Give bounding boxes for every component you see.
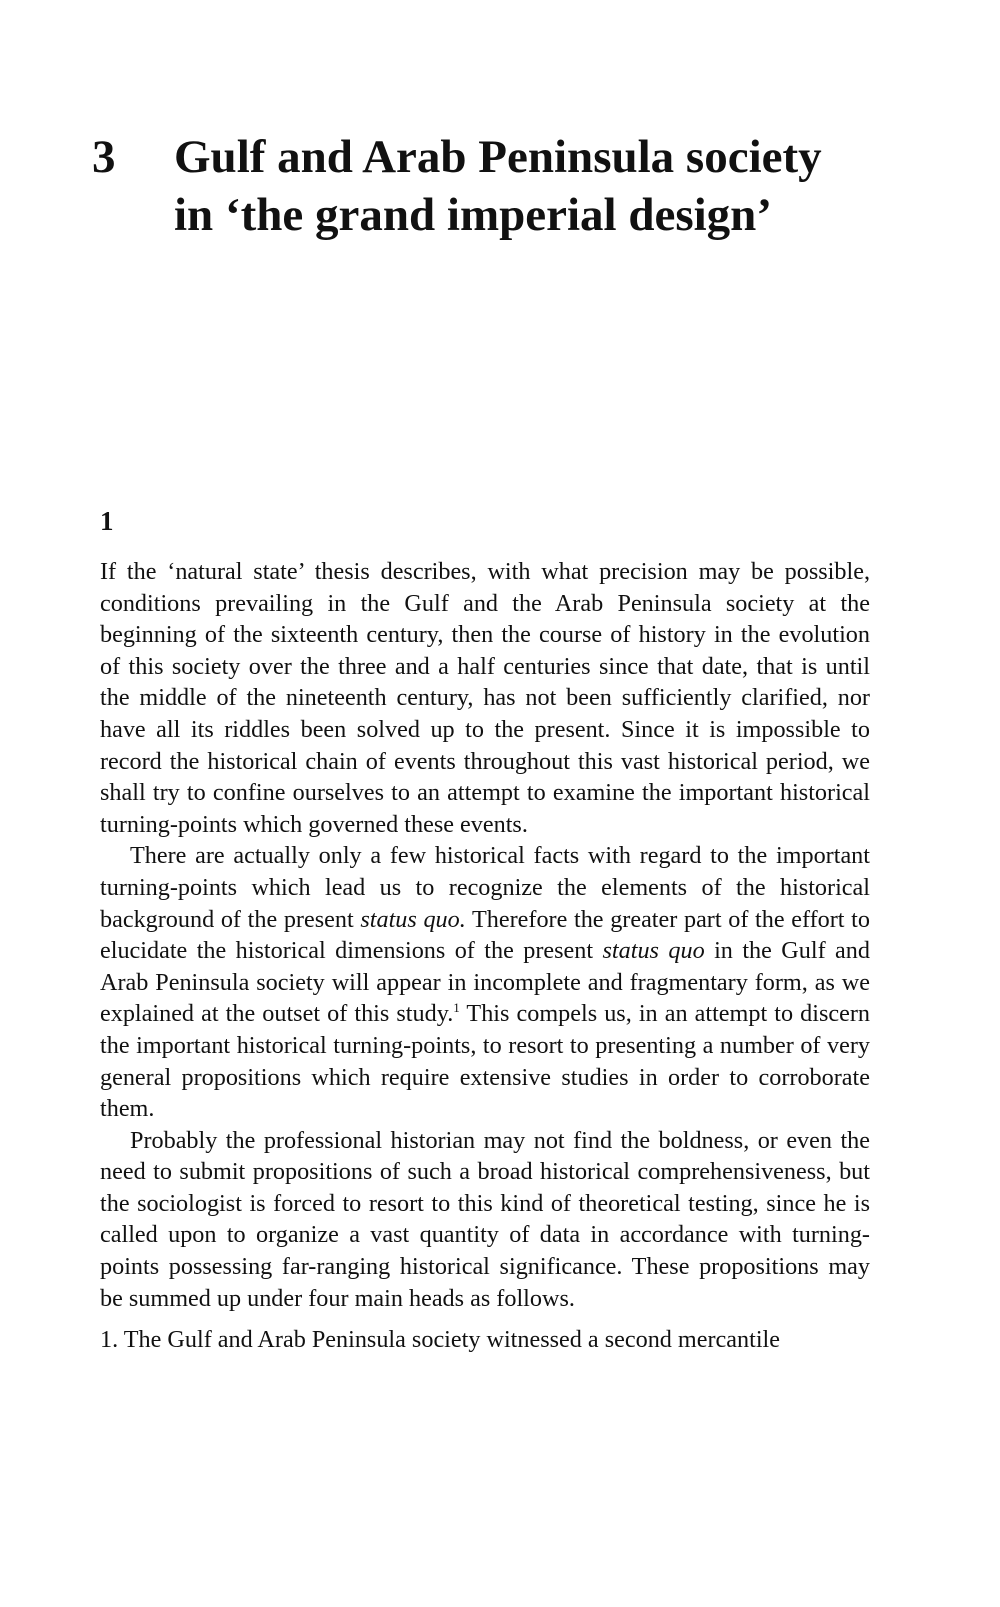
chapter-title [174, 128, 914, 244]
chapter-title-line-1: Gulf and Arab Peninsula society [174, 131, 822, 183]
list-item-1 [100, 1324, 870, 1356]
paragraph-2-part-a: There are actually only a few historical facts with regard to the important turning-points which lead us to recognize the elements of the historical background of the present [100, 842, 870, 933]
footnote-reference[interactable]: 1 [453, 1000, 460, 1016]
body-text [100, 556, 870, 1356]
paragraph-2-part-d: This compels us, in an attempt to discern the important historical turning-points, to resort to presenting a number of very general propositions which require extensive studies in order to corroborate them. [100, 1000, 870, 1123]
paragraph-1: If the ‘natural state’ thesis describes, with what precision may be possible, conditions prevailing in the Gulf and the Arab Peninsula society at the beginning of the sixteenth century, then the course of history in the evolution of this society over the three and a half centuries since that date, that is until the middle of the nineteenth century, has not been sufficiently clarified, nor have all its riddles been solved up to the present. Since it is impossible to record the historical chain of events throughout this vast historical period, we shall try to confine ourselves to an attempt to examine the important historical turning-points which governed these events. [100, 558, 870, 838]
paragraph-2 [100, 840, 870, 1124]
list-item-text: The Gulf and Arab Peninsula society witnessed a second mercantile [123, 1326, 780, 1354]
section-number: 1 [100, 506, 114, 536]
chapter-number: 3 [92, 131, 116, 183]
status-quo-italic: status quo. [360, 905, 466, 933]
chapter-title-line-2: in ‘the grand imperial design’ [174, 189, 772, 241]
paragraph-2-part-c: in the Gulf and Arab Peninsula society will appear in incomplete and fragmentary form, as we explained at the outset of this study. [100, 937, 870, 1028]
list-item-number: 1. [100, 1326, 119, 1354]
paragraph-2-part-b: Therefore the greater part of the effort to elucidate the historical dimensions of the present [100, 905, 870, 965]
paragraph-3: Probably the professional historian may not find the boldness, or even the need to submit propositions of such a broad historical comprehensiveness, but the sociologist is forced to resort to this kind of theoretical testing, since he is called upon to organize a vast quantity of data in accordance with turning-points possessing far-ranging historical significance. These propositions may be summed up under four main heads as follows. [100, 1126, 870, 1312]
status-quo-italic: status quo [602, 937, 705, 965]
